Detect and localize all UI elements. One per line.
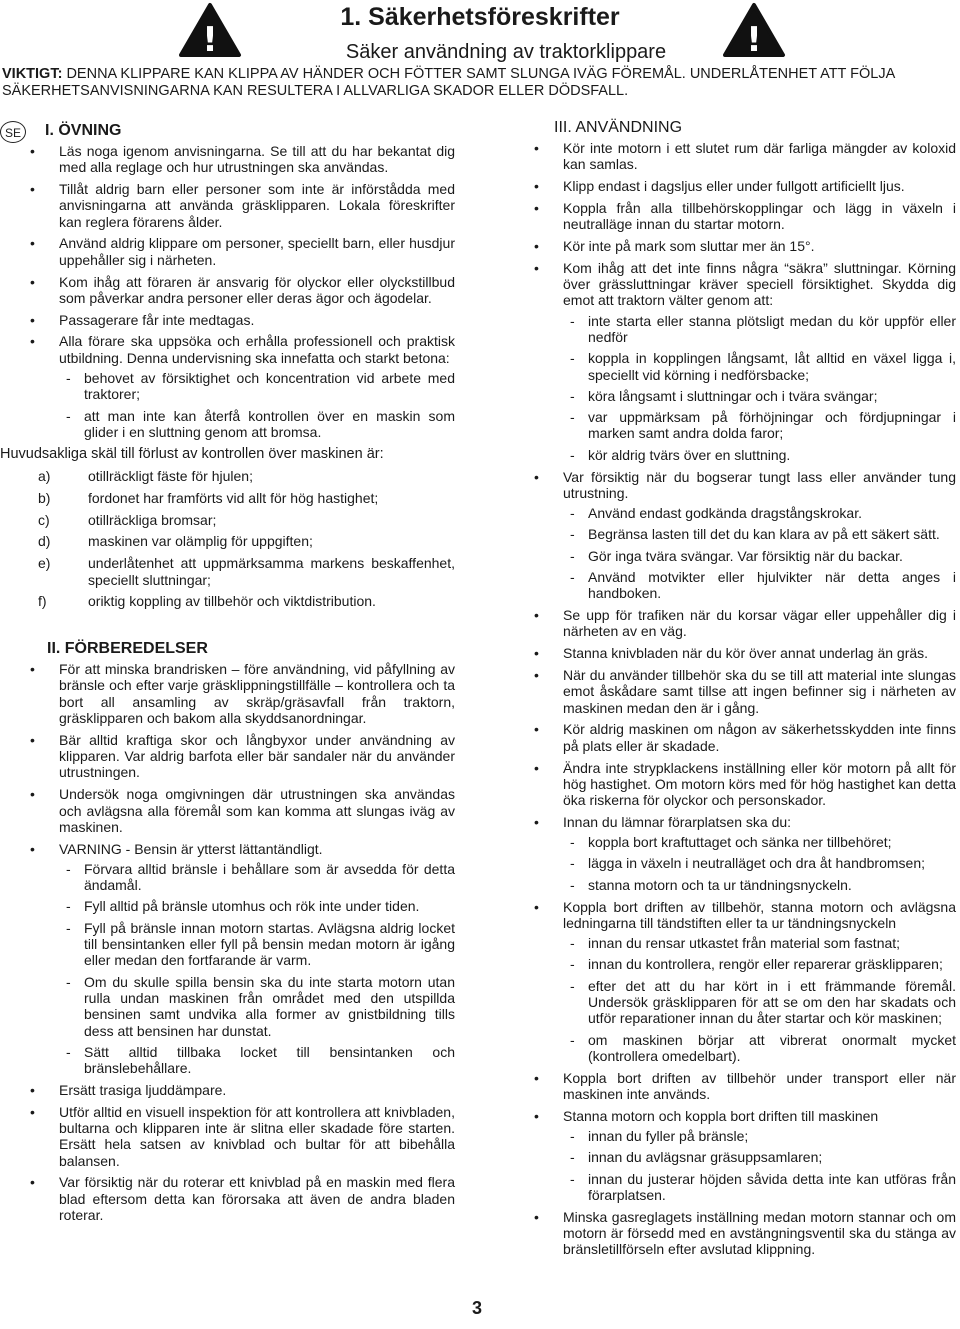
stop-engine-list [563, 1128, 956, 1203]
operation-list [532, 140, 956, 1258]
list-item [532, 814, 956, 893]
disengage-list [563, 935, 956, 1064]
list-item: - stanna motorn och ta ur tändningsnyckeln. [563, 877, 956, 893]
list-item: - Använd endast godkända dragstångskrokar. [563, 505, 956, 521]
list-item-text: otillräckligt fäste för hjulen; [88, 468, 253, 485]
list-item [28, 333, 455, 440]
list-item: - innan du fyller på bränsle; [563, 1128, 956, 1144]
list-item: • Undersök noga omgivningen där utrustningen ska användas och avlägsna alla föremål som kan komma att slungas iväg av maskinen. [28, 786, 455, 835]
list-item [28, 490, 455, 506]
list-item: - Gör inga tvära svängar. Var försiktig när du backar. [563, 548, 956, 564]
list-item [28, 468, 455, 484]
list-item: - Begränsa lasten till det du kan klara av på ett säkert sätt. [563, 526, 956, 542]
reasons-intro: Huvudsakliga skäl till förlust av kontrollen över maskinen är: [0, 445, 384, 462]
list-item [28, 593, 455, 609]
list-item: - köra långsamt i sluttningar och i tvära svängar; [563, 388, 956, 404]
list-item: • Tillåt aldrig barn eller personer som inte är införstådda med anvisningarna att använda gräsklipparen. Lokala föreskrifter kan reglera förarens ålder. [28, 181, 455, 230]
list-marker: d) [38, 533, 51, 550]
list-item-text: oriktig koppling av tillbehör och viktdistribution. [88, 593, 376, 610]
list-marker: f) [38, 593, 47, 610]
list-item-text: Alla förare ska uppsöka och erhålla professionell och praktisk utbildning. Denna undervisning ska innefatta och starkt betona: [59, 333, 455, 366]
language-badge: SE [0, 121, 26, 143]
emphasis-list [59, 370, 455, 440]
list-item: - Sätt alltid tillbaka locket till bensintanken och bränslebehållare. [59, 1044, 455, 1077]
list-item: - var uppmärksam på förhöjningar och fördjupningar i marken samt andra dolda faror; [563, 409, 956, 442]
list-item-text: maskinen var olämplig för uppgiften; [88, 533, 313, 550]
list-item [28, 555, 455, 588]
list-item: - att man inte kan återfå kontrollen över en maskin som glider i en sluttning genom att bromsa. [59, 408, 455, 441]
list-item: - inte starta eller stanna plötsligt medan du kör uppför eller nedför [563, 313, 956, 346]
reasons-list [28, 468, 455, 610]
list-item [532, 469, 956, 602]
list-marker: b) [38, 489, 51, 506]
list-item: - innan du kontrollera, rengör eller reparerar gräsklipparen; [563, 956, 956, 972]
warning-text: DENNA KLIPPARE KAN KLIPPA AV HÄNDER OCH FÖTTER SAMT SLUNGA IVÄG FÖREMÅL. UNDERLÅTENHET ATT FÖLJA SÄKERHETSANVISNINGARNA KAN RESULTERA I ALLVARLIGA SKADOR ELLER DÖDSFALL. [2, 66, 895, 99]
list-item: - Om du skulle spilla bensin ska du inte starta motorn utan rulla undan maskinen från området med den utspillda bensinen samt undvika alla former av gnistbildning tills dess att bensinen har dunstat. [59, 974, 455, 1039]
list-item: • Koppla bort driften av tillbehör under transport eller när maskinen inte används. [532, 1070, 956, 1103]
slope-list [563, 313, 956, 463]
list-item [532, 260, 956, 463]
list-item: • Utför alltid en visuell inspektion för att kontrollera att knivbladen, bultarna och klipparen inte är slitna eller skadade före starten. Ersätt hela satsen av knivblad och bultar för att bibehålla balansen. [28, 1104, 455, 1169]
list-item: • När du använder tillbehör ska du se till att material inte slungas emot åskådare samt tillse att ingen befinner sig i närheten av maskinen medan den är i gång. [532, 667, 956, 716]
list-item-text: Kom ihåg att det inte finns några “säkra” sluttningar. Körning över grässluttningar kräver speciell försiktighet. Skydda dig emot att traktorn välter genom att: [563, 259, 956, 309]
page-subtitle: Säker användning av traktorklippare [345, 41, 667, 63]
exclamation-glyph: ! [746, 20, 762, 58]
list-item: - efter det att du har kört in i ett främmande föremål. Undersök gräsklipparen för att se om den har skadats och utför reparationer innan du åter startar och kör maskinen; [563, 978, 956, 1027]
towing-list [563, 505, 956, 601]
list-item: • Kom ihåg att föraren är ansvarig för olyckor eller olyckstillbud som påverkar andra personer eller deras ägor och ägodelar. [28, 274, 455, 307]
list-item: • Kör inte på mark som sluttar mer än 15°. [532, 238, 956, 254]
list-item-text: Var försiktig när du bogserar tungt lass eller använder tung utrustning. [563, 468, 956, 501]
list-item [28, 533, 455, 549]
list-item: - koppla in kopplingen långsamt, låt alltid en växel ligga i, speciellt vid körning i nedförsbacke; [563, 350, 956, 383]
list-item: • Kör aldrig maskinen om någon av säkerhetsskydden inte finns på plats eller är skadade. [532, 721, 956, 754]
list-item: • För att minska brandrisken – före användning, vid påfyllning av bränsle och efter varje gräsklippningstillfälle – kontrollera och ta bort all ansamling av skräp/gräsavfall från traktorn, gräsklipparen och bakom alla skyddsanordningar. [28, 661, 455, 726]
list-item: • Passagerare får inte medtagas. [28, 312, 455, 328]
list-item: - behovet av försiktighet och koncentration vid arbete med traktorer; [59, 370, 455, 403]
list-item: • Ändra inte strypklackens inställning eller kör motorn på allt för hög hastighet. Om motorn körs med för hög hastighet kan detta öka riskerna för olyckor och personskador. [532, 760, 956, 809]
list-item-text: otillräckliga bromsar; [88, 511, 217, 528]
section-heading-training: I. ÖVNING [45, 122, 122, 139]
list-marker: c) [38, 511, 50, 528]
list-item [532, 899, 956, 1065]
right-column [532, 118, 956, 1263]
list-item: - Fyll på bränsle innan motorn startas. Avlägsna aldrig locket till bensintanken eller fyll på bensin medan motorn är igång eller medan den fortfarande är varm. [59, 920, 455, 969]
list-item: • Läs noga igenom anvisningarna. Se till att du har bekantat dig med alla reglage och hur utrustningen ska användas. [28, 143, 455, 176]
list-item: • Ersätt trasiga ljuddämpare. [28, 1082, 455, 1098]
list-item: - om maskinen börjar att vibrerat onormalt mycket (kontrollera omedelbart). [563, 1032, 956, 1065]
list-item: • Var försiktig när du roterar ett knivblad på en maskin med flera blad eftersom detta kan förorsaka att även de andra bladen roterar. [28, 1174, 455, 1223]
list-item: - Förvara alltid bränsle i behållare som är avsedda för detta ändamål. [59, 861, 455, 894]
section-heading-operation: III. ANVÄNDNING [554, 119, 683, 136]
left-column [0, 121, 455, 1229]
list-item: - innan du avlägsnar gräsuppsamlaren; [563, 1149, 956, 1165]
list-item: - koppla bort kraftuttaget och sänka ner tillbehöret; [563, 834, 956, 850]
safety-warning [2, 66, 957, 99]
list-item-text: VARNING - Bensin är ytterst lättantändligt. [59, 840, 323, 857]
list-item: • Bär alltid kraftiga skor och långbyxor under användning av klipparen. Var aldrig barfota eller bär sandaler när du använder utrustningen. [28, 732, 455, 781]
list-item: - innan du justerar höjden såvida detta inte kan utföras från förarplatsen. [563, 1171, 956, 1204]
list-item-text: fordonet har framförts vid allt för hög hastighet; [88, 489, 379, 506]
list-item [532, 1108, 956, 1203]
list-item [28, 512, 455, 528]
list-item-text: Innan du lämnar förarplatsen ska du: [563, 813, 792, 830]
list-item: - innan du rensar utkastet från material som fastnat; [563, 935, 956, 951]
list-item-text: underlåtenhet att uppmärksamma markens beskaffenhet, speciellt sluttningar; [88, 555, 455, 588]
list-item: • Klipp endast i dagsljus eller under fullgott artificiellt ljus. [532, 178, 956, 194]
exclamation-glyph: ! [202, 20, 218, 58]
list-marker: a) [38, 468, 51, 485]
warning-label: VIKTIGT: [2, 66, 63, 82]
list-item-text: Koppla bort driften av tillbehör, stanna motorn och avlägsna ledningarna till tändstiften eller ta ur tändningsnyckeln [563, 898, 956, 931]
list-item [28, 841, 455, 1077]
leaving-seat-list [563, 834, 956, 893]
list-item: • Använd aldrig klippare om personer, speciellt barn, eller husdjur uppehåller sig i närheten. [28, 235, 455, 268]
list-marker: e) [38, 555, 51, 572]
list-item: - Använd motvikter eller hjulvikter när detta anges i handboken. [563, 569, 956, 602]
list-item: • Se upp för trafiken när du korsar vägar eller uppehåller dig i närheten av en väg. [532, 607, 956, 640]
fuel-list [59, 861, 455, 1077]
page-number: 3 [472, 1298, 483, 1318]
list-item: - Fyll alltid på bränsle utomhus och rök inte under tiden. [59, 898, 455, 914]
list-item: • Koppla från alla tillbehörskopplingar och lägg in växeln i neutralläge innan du startar motorn. [532, 200, 956, 233]
list-item: • Kör inte motorn i ett slutet rum där farliga mängder av koloxid kan samlas. [532, 140, 956, 173]
section-heading-preparation: II. FÖRBEREDELSER [47, 640, 208, 658]
preparation-list [28, 661, 455, 1223]
list-item: - kör aldrig tvärs över en sluttning. [563, 447, 956, 463]
list-item: • Minska gasreglagets inställning medan motorn stannar och om motorn är försedd med en avstängningsventil ska du stänga av bränsletillförseln efter avslutad klippning. [532, 1209, 956, 1258]
list-item: - lägga in växeln i neutralläget och dra åt handbromsen; [563, 855, 956, 871]
list-item-text: Stanna motorn och koppla bort driften till maskinen [563, 1107, 879, 1124]
chapter-title: 1. Säkerhetsföreskrifter [340, 3, 620, 31]
list-item: • Stanna knivbladen när du kör över annat underlag än gräs. [532, 645, 956, 661]
training-list [28, 143, 455, 440]
